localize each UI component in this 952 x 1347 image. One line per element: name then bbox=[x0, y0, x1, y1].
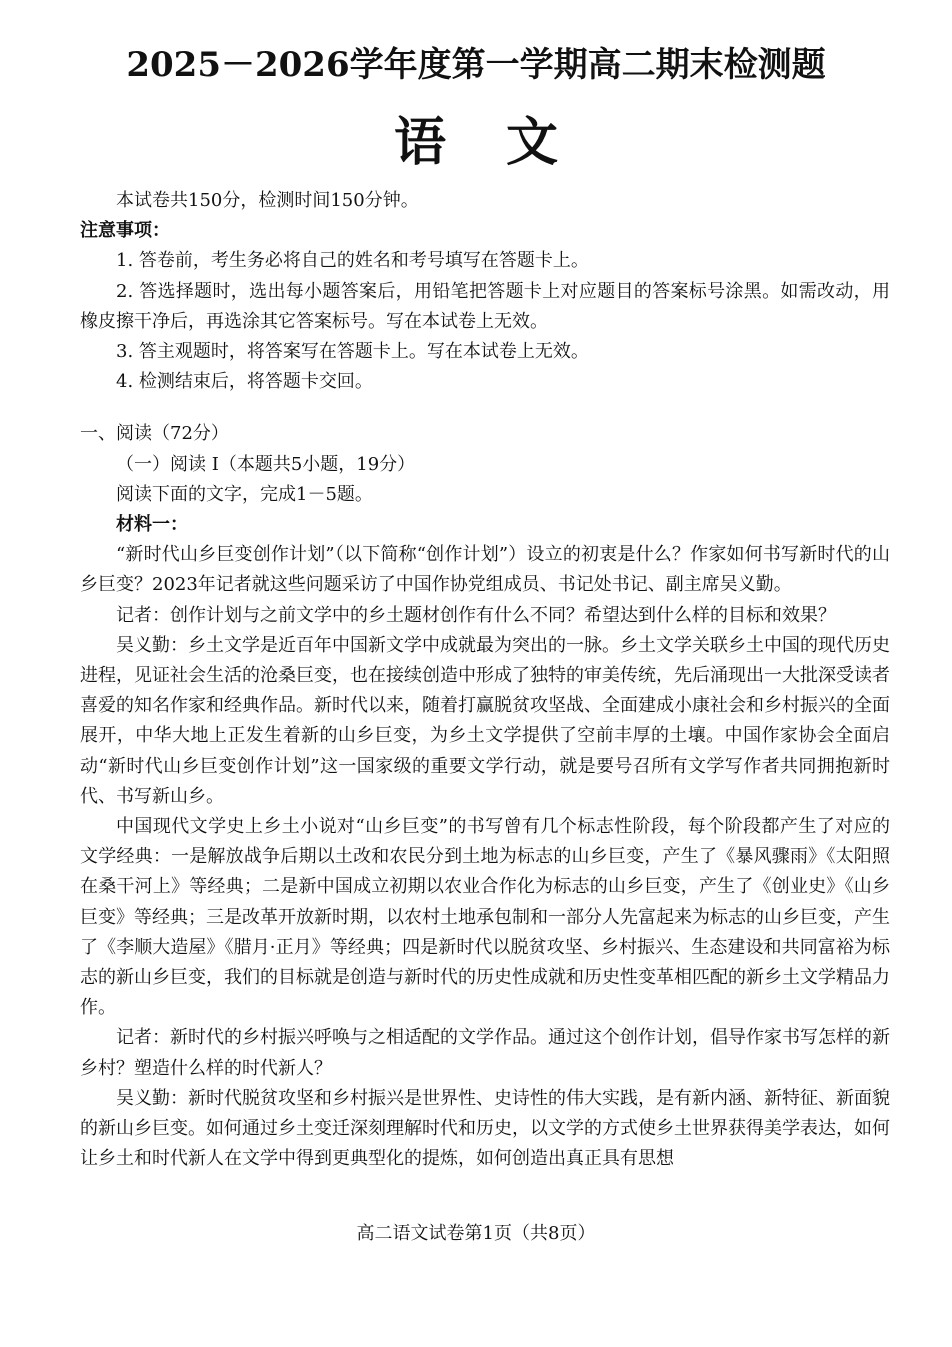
section-heading: 一、阅读（72分） bbox=[80, 423, 229, 445]
exam-body bbox=[80, 186, 890, 1175]
notice-item-2: 2. 答选择题时，选出每小题答案后，用铅笔把答题卡上对应题目的答案标号涂黑。如需改动，用橡皮擦干净后，再选涂其它答案标号。写在本试卷上无效。 bbox=[80, 280, 890, 332]
notice-heading: 注意事项： bbox=[80, 220, 170, 242]
exam-title: 2025－2026学年度第一学期高二期末检测题 bbox=[126, 45, 826, 85]
paragraph: 吴义勤：乡土文学是近百年中国新文学中成就最为突出的一脉。乡土文学关联乡土中国的现代历史进程，见证社会生活的沧桑巨变，也在接续创造中形成了独特的审美传统，先后涌现出一大批深受读者喜爱的知名作家和经典作品。新时代以来，随着打赢脱贫攻坚战、全面建成小康社会和乡村振兴的全面展开，中华大地上正发生着新的山乡巨变，为乡土文学提供了空前丰厚的土壤。中国作家协会全面启动“新时代山乡巨变创作计划”这一国家级的重要文学行动，就是要号召所有文学写作者共同拥抱新时代、书写新山乡。 bbox=[80, 634, 890, 807]
section-gap bbox=[80, 397, 890, 419]
exam-intro: 本试卷共150分，检测时间150分钟。 bbox=[116, 190, 419, 211]
paragraph: 吴义勤：新时代脱贫攻坚和乡村振兴是世界性、史诗性的伟大实践，是有新内涵、新特征、新面貌的新山乡巨变。如何通过乡土变迁深刻理解时代和历史，以文学的方式使乡土世界获得美学表达，如何让乡土和时代新人在文学中得到更典型化的提炼，如何创造出真正具有思想 bbox=[80, 1087, 890, 1170]
page-footer: 高二语文试卷第1页（共8页） bbox=[356, 1223, 596, 1244]
subsection-heading: （一）阅读 I（本题共5小题，19分） bbox=[116, 453, 416, 475]
notice-item-4: 4. 检测结束后，将答题卡交回。 bbox=[116, 371, 373, 393]
notice-item-3: 3. 答主观题时，将答案写在答题卡上。写在本试卷上无效。 bbox=[116, 341, 589, 363]
material-label: 材料一： bbox=[116, 514, 188, 536]
reading-instruction: 阅读下面的文字，完成1－5题。 bbox=[116, 483, 373, 505]
notice-item-1: 1. 答卷前，考生务必将自己的姓名和考号填写在答题卡上。 bbox=[116, 250, 589, 272]
subject-title: 语文 bbox=[393, 112, 618, 173]
paragraph: 记者：新时代的乡村振兴呼唤与之相适配的文学作品。通过这个创作计划，倡导作家书写怎样的新乡村？塑造什么样的时代新人？ bbox=[80, 1027, 890, 1079]
paragraph: 记者：创作计划与之前文学中的乡土题材创作有什么不同？希望达到什么样的目标和效果？ bbox=[116, 604, 836, 626]
paragraph: “新时代山乡巨变创作计划”（以下简称“创作计划”）设立的初衷是什么？作家如何书写新时代的山乡巨变？2023年记者就这些问题采访了中国作协党组成员、书记处书记、副主席吴义勤。 bbox=[80, 544, 890, 596]
paragraph: 中国现代文学史上乡土小说对“山乡巨变”的书写曾有几个标志性阶段，每个阶段都产生了对应的文学经典：一是解放战争后期以土改和农民分到土地为标志的山乡巨变，产生了《暴风骤雨》《太阳照在桑干河上》等经典；二是新中国成立初期以农业合作化为标志的山乡巨变，产生了《创业史》《山乡巨变》等经典；三是改革开放新时期，以农村土地承包制和一部分人先富起来为标志的山乡巨变，产生了《李顺大造屋》《腊月·正月》等经典；四是新时代以脱贫攻坚、乡村振兴、生态建设和共同富裕为标志的新山乡巨变，我们的目标就是创造与新时代的历史性成就和历史性变革相匹配的新乡土文学精品力作。 bbox=[80, 816, 890, 1019]
